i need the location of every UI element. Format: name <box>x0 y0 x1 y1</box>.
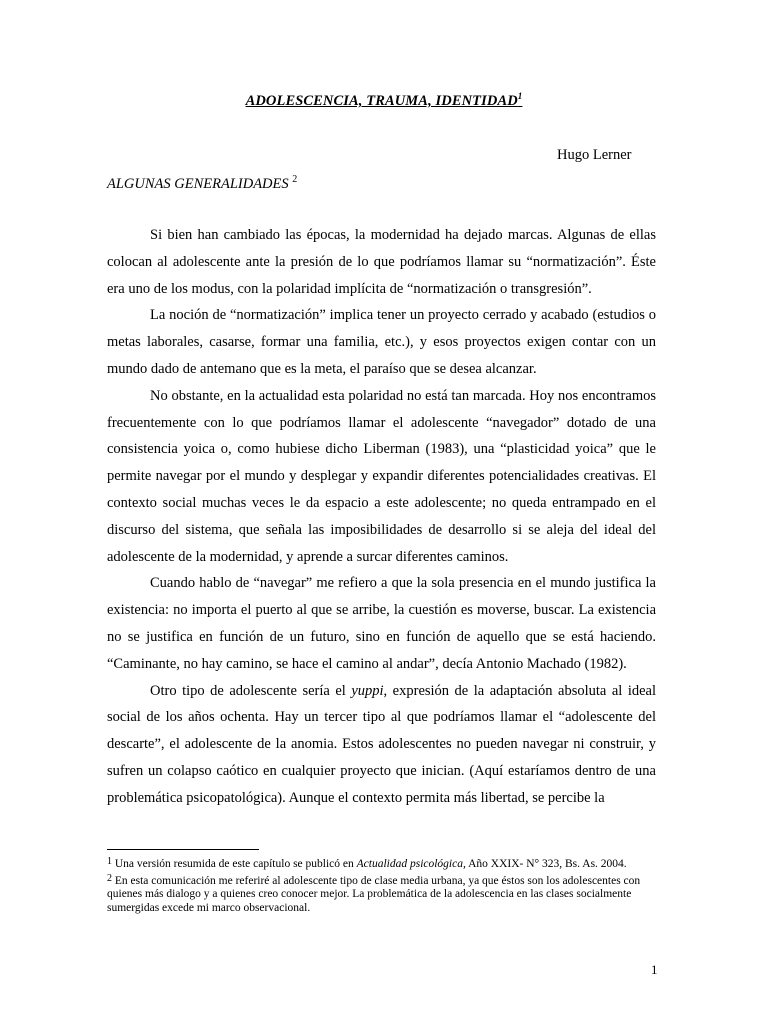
body-text <box>107 222 656 812</box>
section-footnote-ref: 2 <box>292 174 298 185</box>
footnote-text: Una versión resumida de este capítulo se publicó en <box>112 858 357 870</box>
paragraph-italic: yuppi <box>351 682 384 699</box>
footnote-2 <box>107 872 656 916</box>
footnote-mark: 2 <box>107 872 112 884</box>
paragraph-text: Otro tipo de adolescente sería el <box>150 682 352 699</box>
footnote-1 <box>107 855 656 872</box>
footnote-text: Año XXIX- N° 323, Bs. As. 2004. <box>465 858 627 870</box>
paragraph-text: , expresión de la adaptación absoluta al ideal social de los años ochenta. Hay un tercer tipo al que podríamos llamar el “adolescente del descarte”, el adolescente de la anomia. Estos adolescentes no pueden navegar ni construir, y sufren un colapso caótico en cualquier proyecto que inician. (Aquí estaríamos dentro de una problemática psicopatológica). Aunque el contexto permita más libertad, se percibe la <box>107 682 656 806</box>
paragraph <box>107 678 656 812</box>
section-heading <box>107 174 297 193</box>
author-name: Hugo Lerner <box>557 147 632 163</box>
document-title <box>0 91 768 110</box>
footnote-mark: 1 <box>107 856 112 867</box>
paragraph: Si bien han cambiado las épocas, la modernidad ha dejado marcas. Algunas de ellas colocan al adolescente ante la presión de lo que podríamos llamar su “normatización”. Éste era uno de los modus, con la polaridad implícita de “normatización o transgresión”. <box>107 227 656 297</box>
paragraph: La noción de “normatización” implica tener un proyecto cerrado y acabado (estudios o metas laborales, casarse, formar una familia, etc.), y esos proyectos exigen contar con un mundo dado de antemano que es la meta, el paraíso que se desea alcanzar. <box>107 307 656 377</box>
footnotes <box>107 855 656 915</box>
footnote-text: En esta comunicación me referiré al adolescente tipo de clase media urbana, ya que éstos son los adolescentes con quienes más dialogo y a quienes creo conocer mejor. La problemática de la adolescencia en las clases socialmente sumergidas excede mi marco observacional. <box>107 874 641 914</box>
paragraph: Cuando hablo de “navegar” me refiero a que la sola presencia en el mundo justifica la existencia: no importa el puerto al que se arribe, la cuestión es moverse, buscar. La existencia no se justifica en función de un futuro, sino en función de aquello que se está haciendo. “Caminante, no hay camino, se hace el camino al andar”, decía Antonio Machado (1982). <box>107 575 656 672</box>
title-footnote-ref: 1 <box>517 91 523 101</box>
page-number: 1 <box>651 962 658 977</box>
paragraph: No obstante, en la actualidad esta polaridad no está tan marcada. Hoy nos encontramos frecuentemente con lo que podríamos llamar el adolescente “navegador” dotado de una consistencia yoica o, como hubiese dicho Liberman (1983), una “plasticidad yoica” que le permite navegar por el mundo y desplegar y expandir diferentes potencialidades creativas. El contexto social muchas veces le da espacio a este adolescente; no queda entrampado en el discurso del sistema, que señala las imposibilidades de desarrollo si se aleja del ideal del adolescente de la modernidad, y aprende a surcar diferentes caminos. <box>107 387 656 565</box>
footnote-italic: Actualidad psicológica, <box>356 858 466 870</box>
section-heading-text: ALGUNAS GENERALIDADES <box>107 176 289 192</box>
footnote-divider <box>107 849 259 850</box>
title-text: ADOLESCENCIA, TRAUMA, IDENTIDAD <box>245 93 518 109</box>
